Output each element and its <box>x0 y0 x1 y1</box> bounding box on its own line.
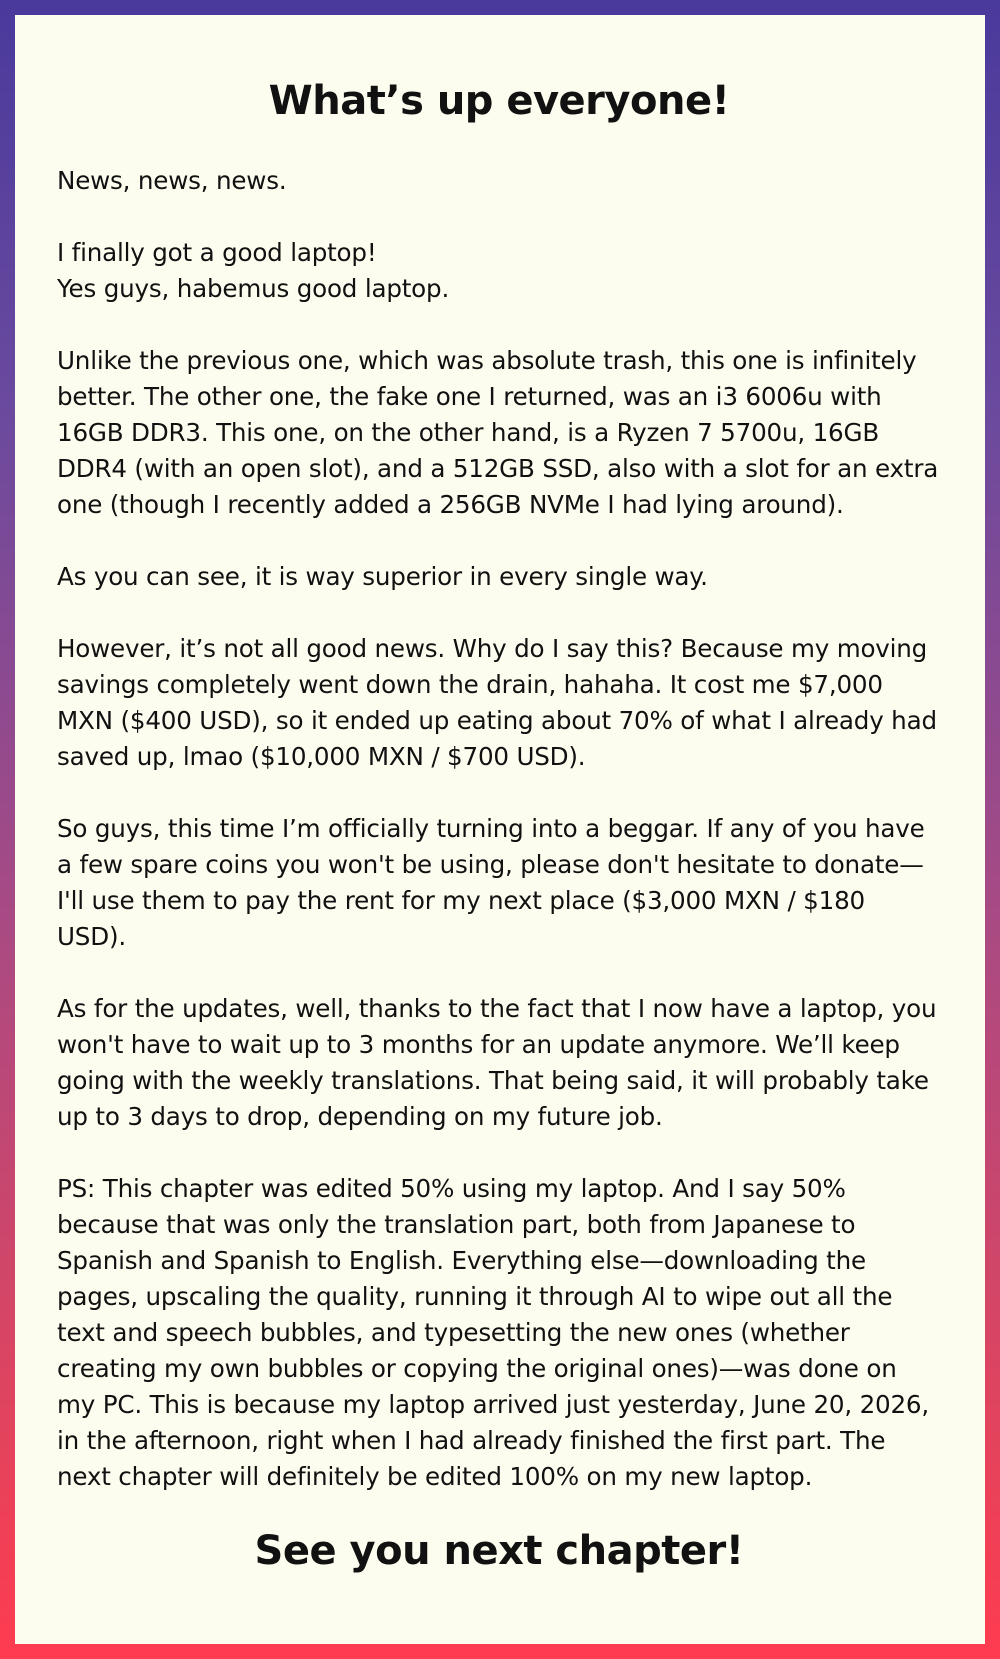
paragraph-updates: As for the updates, well, thanks to the fact that I now have a laptop, you won't have to wait up to 3 months for an update anymore. We’ll keep going with the weekly translations. That being said, it will probably take up to 3 days to drop, depending on my future job. <box>57 994 937 1131</box>
paragraph-cost: However, it’s not all good news. Why do I say this? Because my moving savings completely went down the drain, hahaha. It cost me $7,000 MXN ($400 USD), so it ended up eating about 70% of what I already had saved up, lmao ($10,000 MXN / $700 USD). <box>57 634 937 771</box>
paragraph-laptop <box>57 235 941 307</box>
paragraph-ps: PS: This chapter was edited 50% using my laptop. And I say 50% because that was only the translation part, both from Japanese to Spanish and Spanish to English. Everything else—downloading the pages, upscaling the quality, running it through AI to wipe out all the text and speech bubbles, and typesetting the new ones (whether creating my own bubbles or copying the original ones)—was done on my PC. This is because my laptop arrived just yesterday, June 20, 2026, in the afternoon, right when I had already finished the first part. The next chapter will definitely be edited 100% on my new laptop. <box>57 1174 929 1491</box>
paragraph-laptop-line1: I finally got a good laptop! <box>57 238 377 267</box>
closing-heading: See you next chapter! <box>254 1528 744 1574</box>
announcement-card <box>15 15 985 1644</box>
page-title: What’s up everyone! <box>268 78 730 124</box>
paragraph-donate: So guys, this time I’m officially turning into a beggar. If any of you have a few spare coins you won't be using, please don't hesitate to donate—I'll use them to pay the rent for my next place ($3,000 MXN / $180 USD). <box>57 814 925 951</box>
paragraph-specs: Unlike the previous one, which was absolute trash, this one is infinitely better. The other one, the fake one I returned, was an i3 6006u with 16GB DDR3. This one, on the other hand, is a Ryzen 7 5700u, 16GB DDR4 (with an open slot), and a 512GB SSD, also with a slot for an extra one (though I recently added a 256GB NVMe I had lying around). <box>57 346 939 519</box>
paragraph-laptop-line2: Yes guys, habemus good laptop. <box>57 274 450 303</box>
paragraph-news: News, news, news. <box>57 166 287 195</box>
announcement-body <box>57 163 941 1495</box>
paragraph-superior: As you can see, it is way superior in every single way. <box>57 562 708 591</box>
